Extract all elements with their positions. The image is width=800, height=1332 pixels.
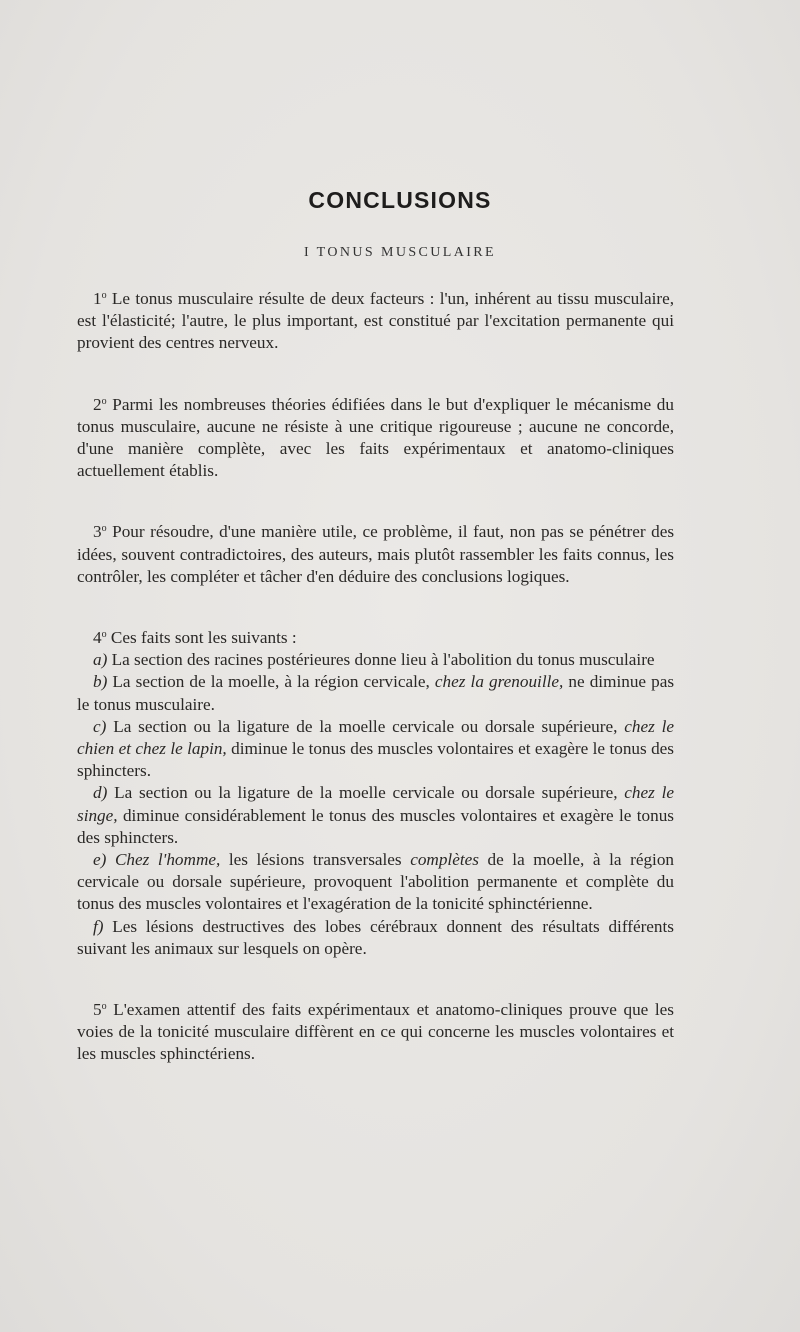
item-text: Les lésions destructives des lobes cérébraux donnent des résultats différents suivant les animaux sur lesquels on opère.	[77, 916, 674, 958]
item-label: a)	[93, 650, 108, 670]
item-text: La section ou la ligature de la moelle cervicale ou dorsale supérieure,	[114, 783, 618, 803]
section-heading: I TONUS MUSCULAIRE	[303, 245, 497, 260]
item-text: La section ou la ligature de la moelle cervicale ou dorsale supérieure,	[113, 716, 618, 736]
item-text: les lésions transversales	[228, 850, 402, 870]
item-text: diminue le tonus des muscles volontaires et exagère le tonus des sphincters.	[77, 739, 674, 781]
conclusion-number: 3	[93, 522, 102, 542]
item-text: La section de la moelle, à la région cervicale,	[112, 672, 430, 692]
ordinal-marker: o	[101, 395, 107, 407]
conclusion-3	[77, 521, 674, 588]
item-italic: chez la grenouille,	[434, 672, 564, 692]
item-text: diminue considérablement le tonus des muscles volontaires et exagère le tonus des sphincters.	[77, 805, 674, 847]
item-a	[77, 649, 674, 671]
item-label: f)	[93, 916, 104, 936]
item-label: d)	[93, 783, 108, 803]
item-d	[77, 782, 674, 849]
document-body	[77, 288, 674, 1066]
ordinal-marker: o	[101, 523, 107, 535]
paragraph-text: Ces faits sont les suivants :	[110, 628, 297, 648]
item-italic: Chez l'homme,	[114, 850, 221, 870]
conclusion-number: 1	[93, 289, 102, 308]
conclusion-4	[77, 627, 674, 649]
item-text: ne diminue pas le tonus musculaire.	[77, 672, 675, 714]
item-label: e)	[93, 850, 107, 870]
paragraph-text: L'examen attentif des faits expérimentaux et anatomo-cliniques prouve que les voies de la tonicité musculaire diffèrent en ce qui concerne les muscles volontaires et les muscles sphinctériens.	[77, 1000, 675, 1064]
item-f	[77, 916, 674, 960]
conclusion-2	[77, 394, 674, 483]
conclusion-5	[77, 999, 674, 1066]
conclusion-number: 4	[93, 628, 102, 648]
paragraph-text: Parmi les nombreuses théories édifiées dans le but d'expliquer le mécanisme du tonus musculaire, aucune ne résiste à une critique rigoureuse ; aucune ne concorde, d'une manière complète, avec les faits expérimentaux et anatomo-cliniques actuellement établis.	[77, 394, 674, 481]
paragraph-text: Pour résoudre, d'une manière utile, ce problème, il faut, non pas se pénétrer des idées, souvent contradictoires, des auteurs, mais plutôt rassembler les faits connus, les contrôler, les compléter et tâcher d'en déduire des conclusions logiques.	[77, 522, 675, 586]
ordinal-marker: o	[101, 290, 107, 301]
ordinal-marker: o	[101, 1001, 107, 1013]
item-italic: chez le singe,	[77, 783, 674, 825]
item-b	[77, 671, 674, 715]
item-italic: chez le chien et chez le lapin,	[77, 716, 675, 759]
item-c	[77, 716, 674, 783]
item-label: c)	[93, 716, 107, 736]
item-e	[77, 849, 674, 916]
item-text: La section des racines postérieures donne lieu à l'abolition du tonus musculaire	[111, 650, 655, 670]
item-label: b)	[93, 672, 108, 692]
conclusion-number: 5	[93, 1000, 102, 1020]
item-italic: complètes	[410, 850, 479, 870]
page-title: CONCLUSIONS	[308, 187, 492, 213]
conclusion-number: 2	[93, 394, 102, 414]
conclusion-1	[77, 288, 674, 355]
paragraph-text: Le tonus musculaire résulte de deux facteurs : l'un, inhérent au tissu musculaire, est l'élasticité; l'autre, le plus important, est constitué par l'excitation permanente qui provient des centres nerveux.	[77, 289, 675, 353]
ordinal-marker: o	[101, 629, 107, 641]
item-text: de la moelle, à la région cervicale ou dorsale supérieure, provoquent l'abolition permanente et complète du tonus des muscles volontaires et l'exagération de la tonicité sphinctérienne.	[77, 850, 675, 914]
